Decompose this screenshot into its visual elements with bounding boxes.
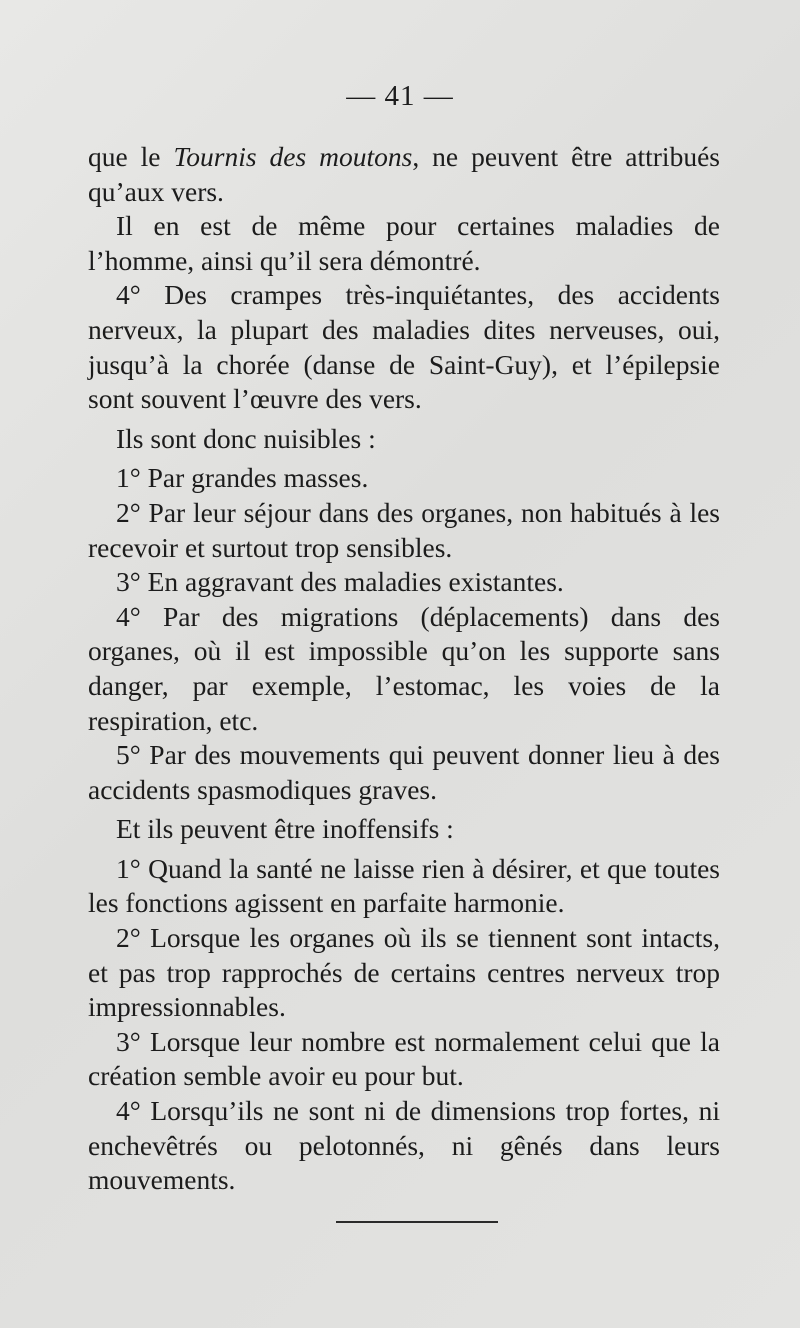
paragraph-4: Ils sont donc nuisibles :	[116, 422, 376, 454]
body-text	[88, 140, 720, 1198]
list-item: 1° Par grandes masses.	[116, 462, 369, 494]
list-item: 4° Lorsqu’ils ne sont ni de dimensions trop fortes, ni enchevêtrés ou pelotonnés, ni gênés dans leurs mouvements.	[88, 1095, 720, 1196]
list-item: 4° Par des migrations (déplacements) dans des organes, où il est impossible qu’on les supporte sans danger, par exemple, l’estomac, les voies de la respiration, etc.	[88, 600, 720, 736]
paragraph-3: 4° Des crampes très-inquiétantes, des accidents nerveux, la plupart des maladies dites nerveuses, oui, jusqu’à la chorée (danse de Saint-Guy), et l’épilepsie sont souvent l’œuvre des vers.	[88, 279, 720, 415]
list-item: 1° Quand la santé ne laisse rien à désirer, et que toutes les fonctions agissent en parfaite harmonie.	[88, 852, 720, 919]
paragraph-1-end: , ne peuvent être attribués qu’aux vers.	[88, 141, 720, 207]
list-item: 2° Lorsque les organes où ils se tiennent sont intacts, et pas trop rapprochés de certains centres nerveux trop impressionnables.	[88, 922, 720, 1023]
paragraph-10: Et ils peuvent être inoffensifs :	[116, 813, 454, 845]
list-item: 3° En aggravant des maladies existantes.	[116, 566, 564, 598]
list-item: 5° Par des mouvements qui peuvent donner lieu à des accidents spasmodiques graves.	[88, 739, 720, 805]
italic-phrase: Tournis des moutons	[173, 141, 413, 172]
paragraph-1	[88, 140, 720, 209]
paragraph-2: Il en est de même pour certaines maladies de l’homme, ainsi qu’il sera démontré.	[88, 210, 720, 276]
list-item: 2° Par leur séjour dans des organes, non habitués à les recevoir et surtout trop sensibles.	[88, 496, 720, 563]
paragraph-1-start: que le	[88, 141, 174, 172]
end-rule	[336, 1221, 498, 1223]
page-number: — 41 —	[346, 80, 454, 112]
list-item: 3° Lorsque leur nombre est normalement celui que la création semble avoir eu pour but.	[88, 1025, 720, 1092]
